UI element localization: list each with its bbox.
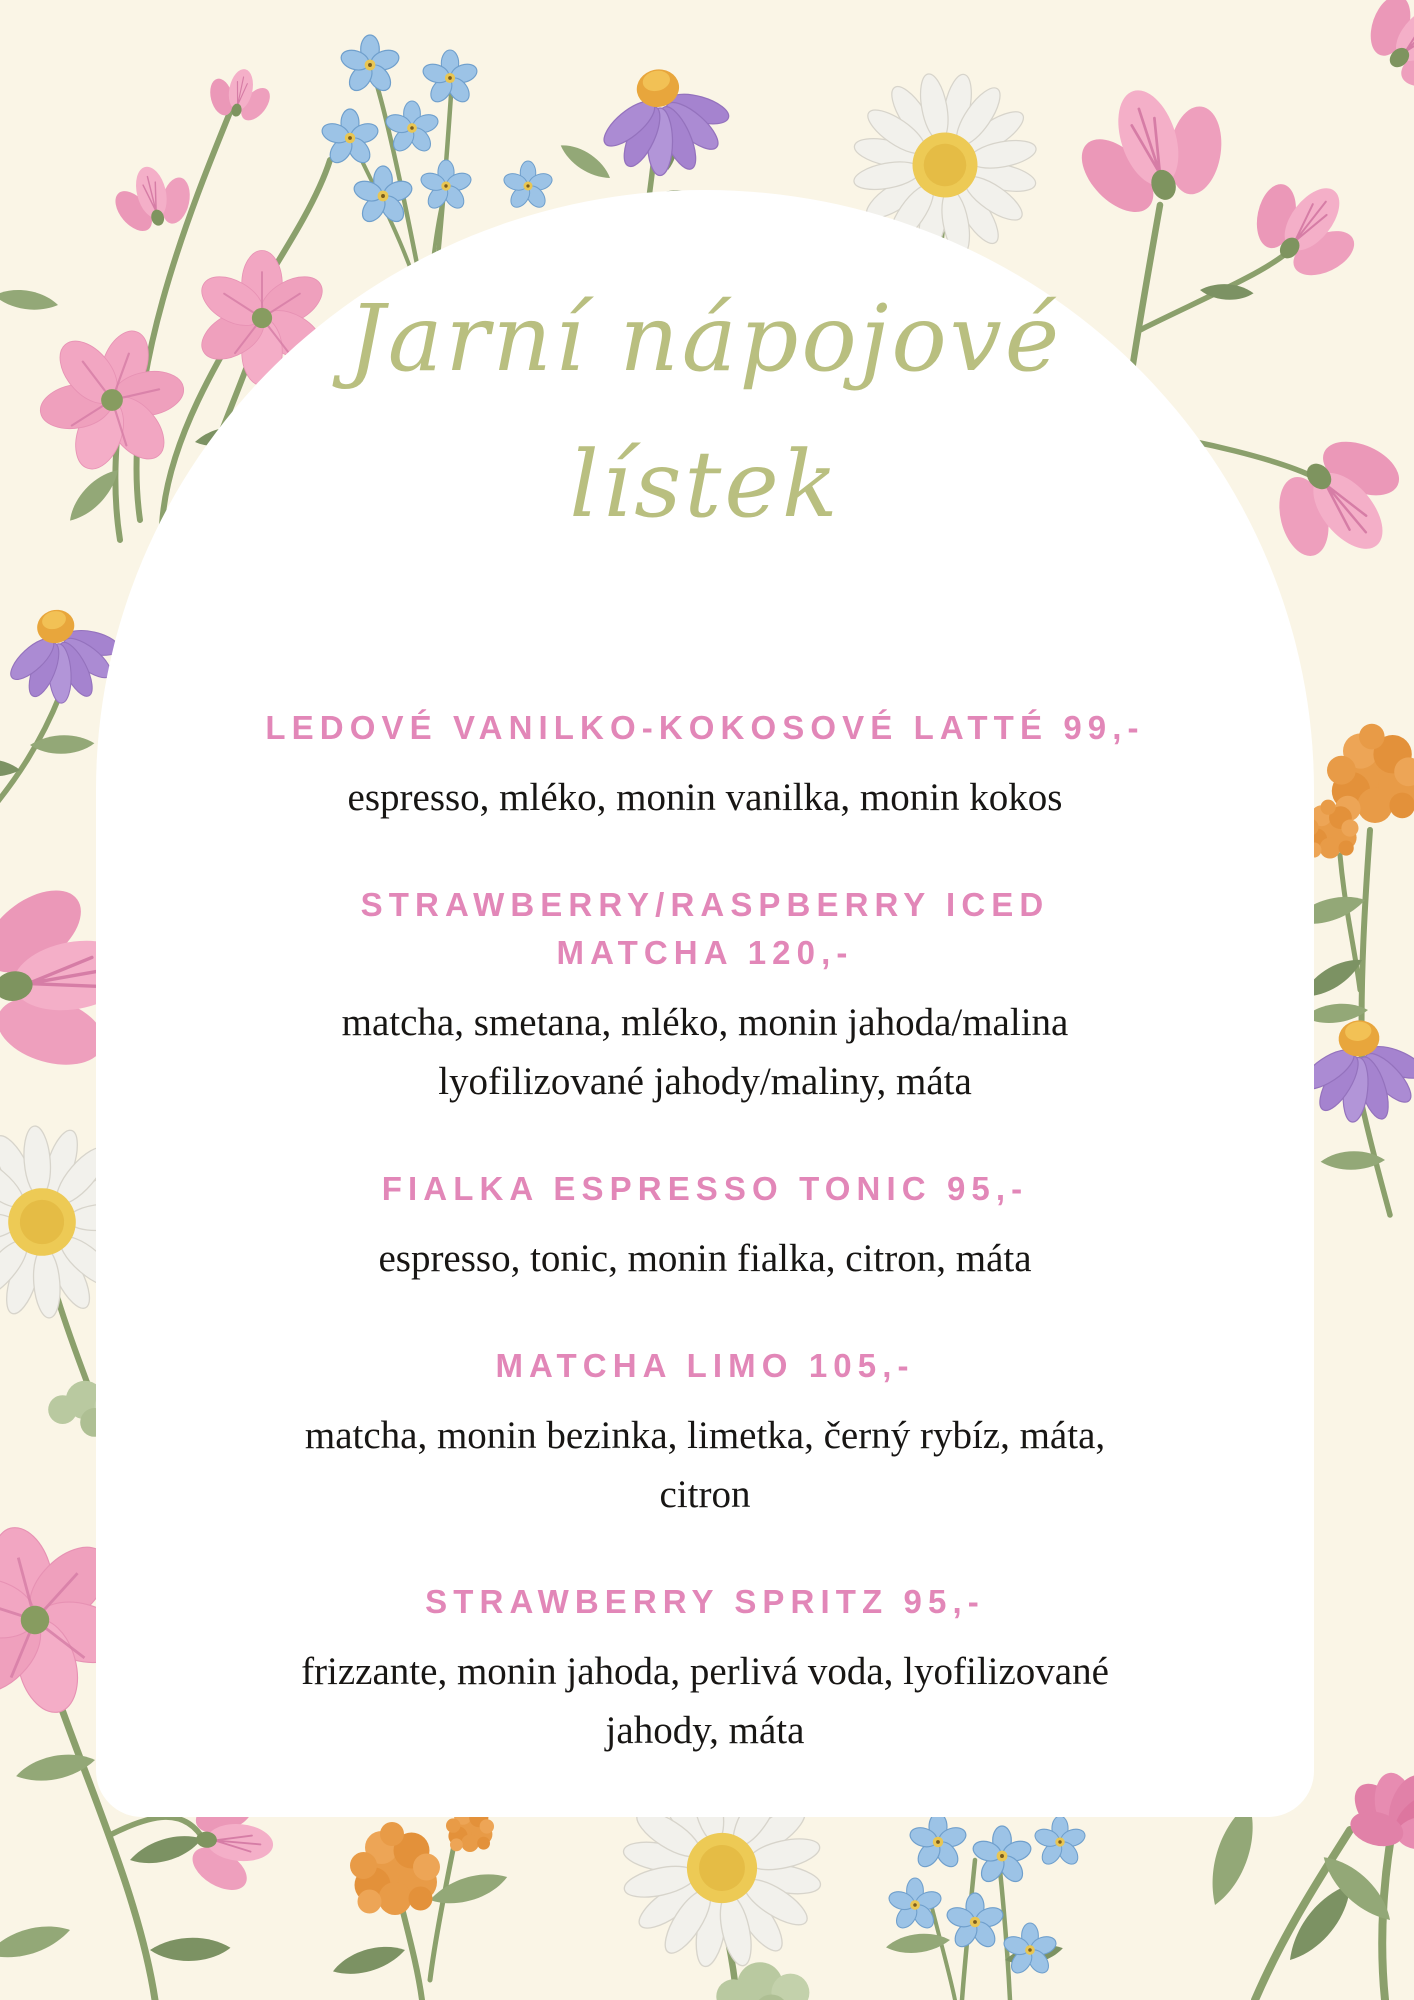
page-title-line2: lístek	[569, 431, 841, 538]
item-desc-line: espresso, tonic, monin fialka, citron, máta	[378, 1237, 1032, 1280]
page-title-line1: Jarní nápojové	[347, 285, 1063, 392]
menu-item	[150, 1578, 1260, 1760]
item-name-line: MATCHA LIMO 105,-	[495, 1347, 915, 1384]
menu-item	[150, 1165, 1260, 1288]
menu-item	[150, 1342, 1260, 1524]
item-desc-line: citron	[659, 1473, 751, 1516]
item-name	[150, 1165, 1260, 1213]
item-name	[150, 1578, 1260, 1626]
menu-item	[150, 704, 1260, 827]
item-name-line: LEDOVÉ VANILKO-KOKOSOVÉ LATTÉ 99,-	[265, 709, 1145, 746]
item-name-line: STRAWBERRY SPRITZ 95,-	[425, 1583, 985, 1620]
item-desc-line: frizzante, monin jahoda, perlivá voda, lyofilizované	[301, 1650, 1109, 1693]
menu-item	[150, 881, 1260, 1111]
item-desc-line: matcha, monin bezinka, limetka, černý rybíz, máta,	[304, 1414, 1106, 1457]
item-description	[150, 1406, 1260, 1524]
drink-list	[96, 704, 1314, 1760]
menu-content	[96, 190, 1314, 1760]
item-desc-line: lyofilizované jahody/maliny, máta	[438, 1060, 972, 1103]
item-description	[150, 1642, 1260, 1760]
item-name	[150, 1342, 1260, 1390]
item-desc-line: jahody, máta	[605, 1709, 805, 1752]
item-description	[150, 1229, 1260, 1288]
item-desc-line: matcha, smetana, mléko, monin jahoda/malina	[341, 1001, 1069, 1044]
item-description	[150, 993, 1260, 1111]
item-name-line: FIALKA ESPRESSO TONIC 95,-	[381, 1170, 1029, 1207]
bottom-blue-forget-me-nots	[886, 1813, 1087, 2000]
item-name	[150, 704, 1260, 752]
page-title	[96, 190, 1314, 558]
item-name-line: MATCHA 120,-	[556, 934, 854, 971]
item-name	[150, 881, 1260, 977]
item-desc-line: espresso, mléko, monin vanilka, monin kokos	[347, 776, 1063, 819]
item-description	[150, 768, 1260, 827]
item-name-line: STRAWBERRY/RASPBERRY ICED	[360, 886, 1050, 923]
bottom-marigold-and-bud	[333, 1802, 507, 2000]
